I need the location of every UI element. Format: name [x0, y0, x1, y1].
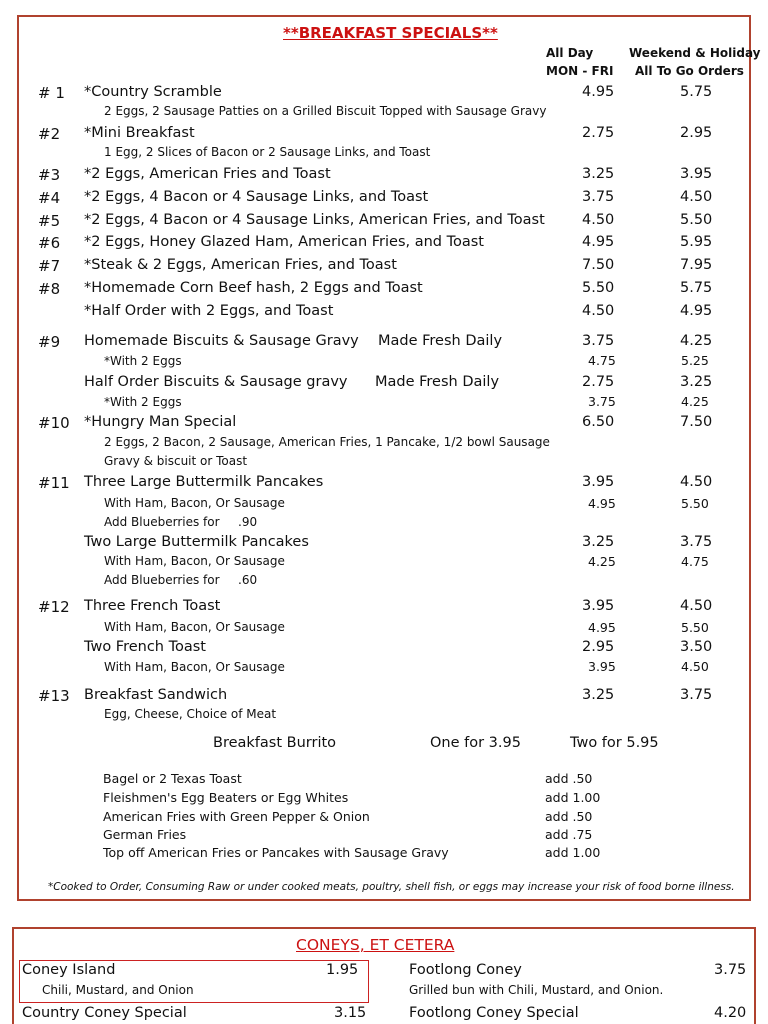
weekday-price: 4.50	[582, 212, 615, 228]
sub-weekend-price: 5.50	[681, 496, 709, 511]
addon-label: Top off American Fries or Pancakes with Sausage Gravy	[103, 845, 449, 860]
add-blueberries-price: .90	[238, 515, 258, 529]
weekend-price: 7.50	[680, 414, 713, 430]
weekend-price: 3.25	[680, 374, 713, 390]
weekend-price: 3.95	[680, 166, 713, 182]
weekend-price: 3.75	[680, 687, 713, 703]
weekend-price: 7.95	[680, 257, 713, 273]
sub-weekday-price: 3.95	[588, 659, 616, 674]
burrito-one-price: One for 3.95	[430, 735, 521, 751]
weekend-price: 5.75	[680, 84, 713, 100]
weekend-price: 5.75	[680, 280, 713, 296]
menu-item-name: Half Order Biscuits & Sausage gravy	[84, 374, 348, 390]
weekday-price: 3.95	[582, 474, 615, 490]
weekday-price: 6.50	[582, 414, 615, 430]
weekday-price: 3.25	[582, 534, 615, 550]
menu-item-name: *2 Eggs, Honey Glazed Ham, American Fries, and Toast	[84, 234, 484, 250]
coney-item-price: 1.95	[326, 962, 359, 978]
sub-weekday-price: 4.75	[588, 353, 616, 368]
weekend-price: 4.95	[680, 303, 713, 319]
addon-price: add .75	[545, 827, 593, 842]
coney-item-name: Footlong Coney	[409, 962, 522, 978]
coney-item-name: Coney Island	[22, 962, 116, 978]
weekday-price: 3.75	[582, 333, 615, 349]
addon-label: Bagel or 2 Texas Toast	[103, 771, 242, 786]
menu-item-name: *Homemade Corn Beef hash, 2 Eggs and Toast	[84, 280, 423, 296]
menu-item-name: Two French Toast	[84, 639, 206, 655]
sub-weekend-price: 4.75	[681, 554, 709, 569]
burrito-two-price: Two for 5.95	[570, 735, 659, 751]
coney-item-price: 3.75	[714, 962, 747, 978]
item-number: #9	[38, 333, 61, 351]
menu-item-sub: With Ham, Bacon, Or Sausage	[104, 496, 285, 510]
weekday-price: 5.50	[582, 280, 615, 296]
weekday-column-header-1: All Day	[546, 46, 594, 60]
sub-weekday-price: 3.75	[588, 394, 616, 409]
weekend-price: 5.95	[680, 234, 713, 250]
addon-label: Fleishmen's Egg Beaters or Egg Whites	[103, 790, 349, 805]
weekend-price: 2.95	[680, 125, 713, 141]
item-number: #2	[38, 125, 61, 143]
weekend-price: 4.50	[680, 598, 713, 614]
menu-item-name: Homemade Biscuits & Sausage Gravy	[84, 333, 359, 349]
weekend-price: 5.50	[680, 212, 713, 228]
menu-item-name: *2 Eggs, 4 Bacon or 4 Sausage Links, American Fries, and Toast	[84, 212, 545, 228]
addon-label: American Fries with Green Pepper & Onion	[103, 809, 370, 824]
menu-item-desc: 1 Egg, 2 Slices of Bacon or 2 Sausage Links, and Toast	[104, 145, 431, 159]
menu-item-sub: With Ham, Bacon, Or Sausage	[104, 660, 285, 674]
addon-price: add .50	[545, 771, 593, 786]
weekday-price: 4.95	[582, 234, 615, 250]
made-fresh-note: Made Fresh Daily	[375, 374, 500, 390]
breakfast-specials-title: **BREAKFAST SPECIALS**	[283, 24, 498, 42]
add-blueberries-price: .60	[238, 573, 258, 587]
item-number: #4	[38, 189, 61, 207]
menu-item-name: *Hungry Man Special	[84, 414, 237, 430]
coneys-title: CONEYS, ET CETERA	[296, 936, 455, 954]
burrito-name: Breakfast Burrito	[213, 735, 337, 751]
item-number: #6	[38, 234, 61, 252]
menu-item-name: *Country Scramble	[84, 84, 222, 100]
coney-item-price: 3.15	[334, 1005, 367, 1021]
item-number: #8	[38, 280, 61, 298]
addon-price: add 1.00	[545, 790, 601, 805]
weekend-column-header-1: Weekend & Holiday	[629, 46, 761, 60]
menu-item-name: Two Large Buttermilk Pancakes	[84, 534, 309, 550]
menu-item-name: Three Large Buttermilk Pancakes	[84, 474, 324, 490]
weekday-price: 2.75	[582, 125, 615, 141]
menu-item-desc: Egg, Cheese, Choice of Meat	[104, 707, 277, 721]
weekend-price: 3.75	[680, 534, 713, 550]
weekday-price: 3.95	[582, 598, 615, 614]
coney-item-name: Footlong Coney Special	[409, 1005, 579, 1021]
item-number: #7	[38, 257, 61, 275]
item-number: #3	[38, 166, 61, 184]
weekday-price: 3.75	[582, 189, 615, 205]
menu-item-sub: With Ham, Bacon, Or Sausage	[104, 620, 285, 634]
weekday-price: 2.95	[582, 639, 615, 655]
item-number: #10	[38, 414, 70, 432]
coney-item-desc: Grilled bun with Chili, Mustard, and Onion.	[409, 983, 664, 997]
weekend-price: 4.50	[680, 189, 713, 205]
add-blueberries-label: Add Blueberries for	[104, 573, 220, 587]
sub-weekday-price: 4.25	[588, 554, 616, 569]
sub-weekend-price: 5.25	[681, 353, 709, 368]
addon-price: add 1.00	[545, 845, 601, 860]
menu-item-desc: 2 Eggs, 2 Sausage Patties on a Grilled Biscuit Topped with Sausage Gravy	[104, 104, 547, 118]
menu-item-name: *Mini Breakfast	[84, 125, 195, 141]
weekday-column-header-2: MON - FRI	[546, 64, 614, 78]
addon-price: add .50	[545, 809, 593, 824]
food-safety-disclaimer: *Cooked to Order, Consuming Raw or under cooked meats, poultry, shell fish, or eggs may increase your risk of food borne illness.	[48, 881, 735, 893]
sub-weekday-price: 4.95	[588, 496, 616, 511]
weekend-column-header-2: All To Go Orders	[635, 64, 744, 78]
sub-weekday-price: 4.95	[588, 620, 616, 635]
item-number: #12	[38, 598, 70, 616]
weekday-price: 7.50	[582, 257, 615, 273]
sub-weekend-price: 5.50	[681, 620, 709, 635]
menu-item-name: Three French Toast	[84, 598, 221, 614]
add-blueberries-label: Add Blueberries for	[104, 515, 220, 529]
menu-item-sub: *With 2 Eggs	[104, 395, 182, 409]
menu-item-sub: With Ham, Bacon, Or Sausage	[104, 554, 285, 568]
menu-item-desc-line2: Gravy & biscuit or Toast	[104, 454, 248, 468]
weekday-price: 4.95	[582, 84, 615, 100]
coney-item-name: Country Coney Special	[22, 1005, 187, 1021]
item-number: # 1	[38, 84, 65, 102]
weekend-price: 4.25	[680, 333, 713, 349]
coney-item-desc: Chili, Mustard, and Onion	[42, 983, 194, 997]
weekend-price: 3.50	[680, 639, 713, 655]
menu-item-name: *2 Eggs, 4 Bacon or 4 Sausage Links, and Toast	[84, 189, 429, 205]
item-number: #11	[38, 474, 70, 492]
menu-item-name: *2 Eggs, American Fries and Toast	[84, 166, 331, 182]
menu-item-sub: *With 2 Eggs	[104, 354, 182, 368]
addon-label: German Fries	[103, 827, 187, 842]
weekday-price: 4.50	[582, 303, 615, 319]
menu-item-desc: 2 Eggs, 2 Bacon, 2 Sausage, American Fries, 1 Pancake, 1/2 bowl Sausage	[104, 435, 550, 449]
sub-weekend-price: 4.25	[681, 394, 709, 409]
sub-weekend-price: 4.50	[681, 659, 709, 674]
weekday-price: 3.25	[582, 687, 615, 703]
menu-item-name: *Steak & 2 Eggs, American Fries, and Toast	[84, 257, 397, 273]
weekday-price: 3.25	[582, 166, 615, 182]
made-fresh-note: Made Fresh Daily	[378, 333, 503, 349]
coney-item-price: 4.20	[714, 1005, 747, 1021]
item-number: #5	[38, 212, 61, 230]
weekend-price: 4.50	[680, 474, 713, 490]
menu-item-name: *Half Order with 2 Eggs, and Toast	[84, 303, 334, 319]
weekday-price: 2.75	[582, 374, 615, 390]
item-number: #13	[38, 687, 70, 705]
menu-item-name: Breakfast Sandwich	[84, 687, 228, 703]
